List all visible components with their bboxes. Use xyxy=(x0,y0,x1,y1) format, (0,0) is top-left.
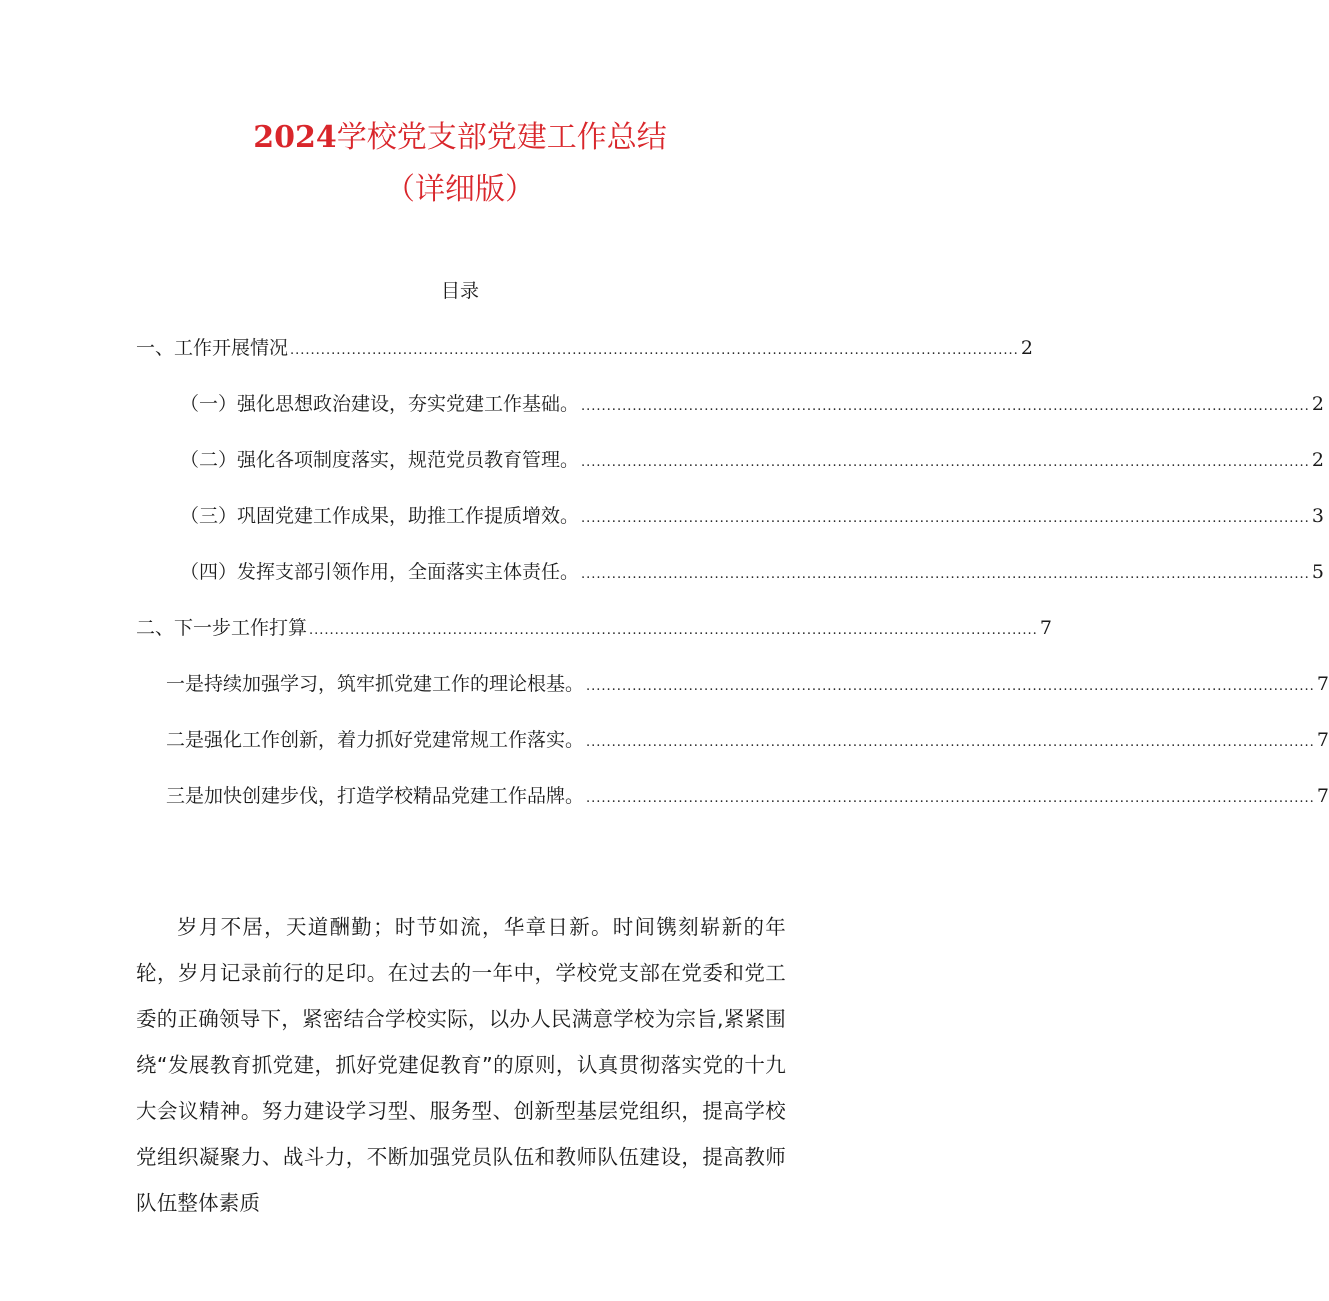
toc-entry-label: （三）巩固党建工作成果，助推工作提质增效。 xyxy=(180,505,580,527)
toc-entry-label: （一）强化思想政治建设，夯实党建工作基础。 xyxy=(180,393,580,415)
toc-entry-page: 7 xyxy=(1316,673,1329,695)
toc-entry[interactable] xyxy=(166,725,1329,755)
toc-leader-dots: .............................................................................................................................................. xyxy=(290,343,1019,358)
toc-entry-label: （四）发挥支部引领作用，全面落实主体责任。 xyxy=(180,561,580,583)
toc-entry-label: 一是持续加强学习，筑牢抓党建工作的理论根基。 xyxy=(166,673,585,695)
toc-entry-label: （二）强化各项制度落实，规范党员教育管理。 xyxy=(180,449,580,471)
toc-leader-dots: .............................................................................................................................................. xyxy=(581,455,1310,470)
toc-leader-dots: .............................................................................................................................................. xyxy=(581,567,1310,582)
toc-entry[interactable] xyxy=(166,781,1329,811)
toc-entry[interactable] xyxy=(180,445,1324,475)
toc-entry-label: 三是加快创建步伐，打造学校精品党建工作品牌。 xyxy=(166,785,585,807)
toc-entry-page: 7 xyxy=(1039,617,1052,639)
toc-entry[interactable] xyxy=(166,669,1329,699)
toc-entry-label: 二、下一步工作打算 xyxy=(136,617,308,639)
toc-leader-dots: .............................................................................................................................................. xyxy=(586,791,1315,806)
toc-leader-dots: .............................................................................................................................................. xyxy=(581,511,1310,526)
toc-leader-dots: .............................................................................................................................................. xyxy=(581,399,1310,414)
toc-entry[interactable] xyxy=(180,501,1324,531)
toc-entry-label: 一、工作开展情况 xyxy=(136,337,289,359)
document-title xyxy=(0,118,920,158)
toc-entry-page: 2 xyxy=(1311,449,1324,471)
document-subtitle: （详细版） xyxy=(385,172,535,207)
title-year: 2024 xyxy=(253,120,337,155)
toc-entry-page: 2 xyxy=(1311,393,1324,415)
toc-entry[interactable] xyxy=(180,389,1324,419)
toc-entry-page: 7 xyxy=(1316,729,1329,751)
toc-leader-dots: .............................................................................................................................................. xyxy=(586,679,1315,694)
toc-entry[interactable] xyxy=(180,557,1324,587)
toc-entry-page: 3 xyxy=(1311,505,1324,527)
toc-entry-page: 2 xyxy=(1020,337,1033,359)
body-paragraph: 岁月不居，天道酬勤；时节如流，华章日新。时间镌刻崭新的年轮，岁月记录前行的足印。在过去的一年中，学校党支部在党委和党工委的正确领导下，紧密结合学校实际，以办人民满意学校为宗旨,紧紧围绕“发展教育抓党建，抓好党建促教育”的原则，认真贯彻落实党的十九大会议精神。努力建设学习型、服务型、创新型基层党组织，提高学校党组织凝聚力、战斗力，不断加强党员队伍和教师队伍建设，提高教师队伍整体素质 xyxy=(136,915,786,1215)
toc-leader-dots: .............................................................................................................................................. xyxy=(309,623,1038,638)
toc-leader-dots: .............................................................................................................................................. xyxy=(586,735,1315,750)
title-text: 学校党支部党建工作总结 xyxy=(336,120,667,155)
toc-entry[interactable] xyxy=(136,613,1052,643)
toc-entry-page: 7 xyxy=(1316,785,1329,807)
toc-entry[interactable] xyxy=(136,333,1033,363)
toc-entry-page: 5 xyxy=(1311,561,1324,583)
toc-entry-label: 二是强化工作创新，着力抓好党建常规工作落实。 xyxy=(166,729,585,751)
toc-heading: 目录 xyxy=(440,280,479,302)
